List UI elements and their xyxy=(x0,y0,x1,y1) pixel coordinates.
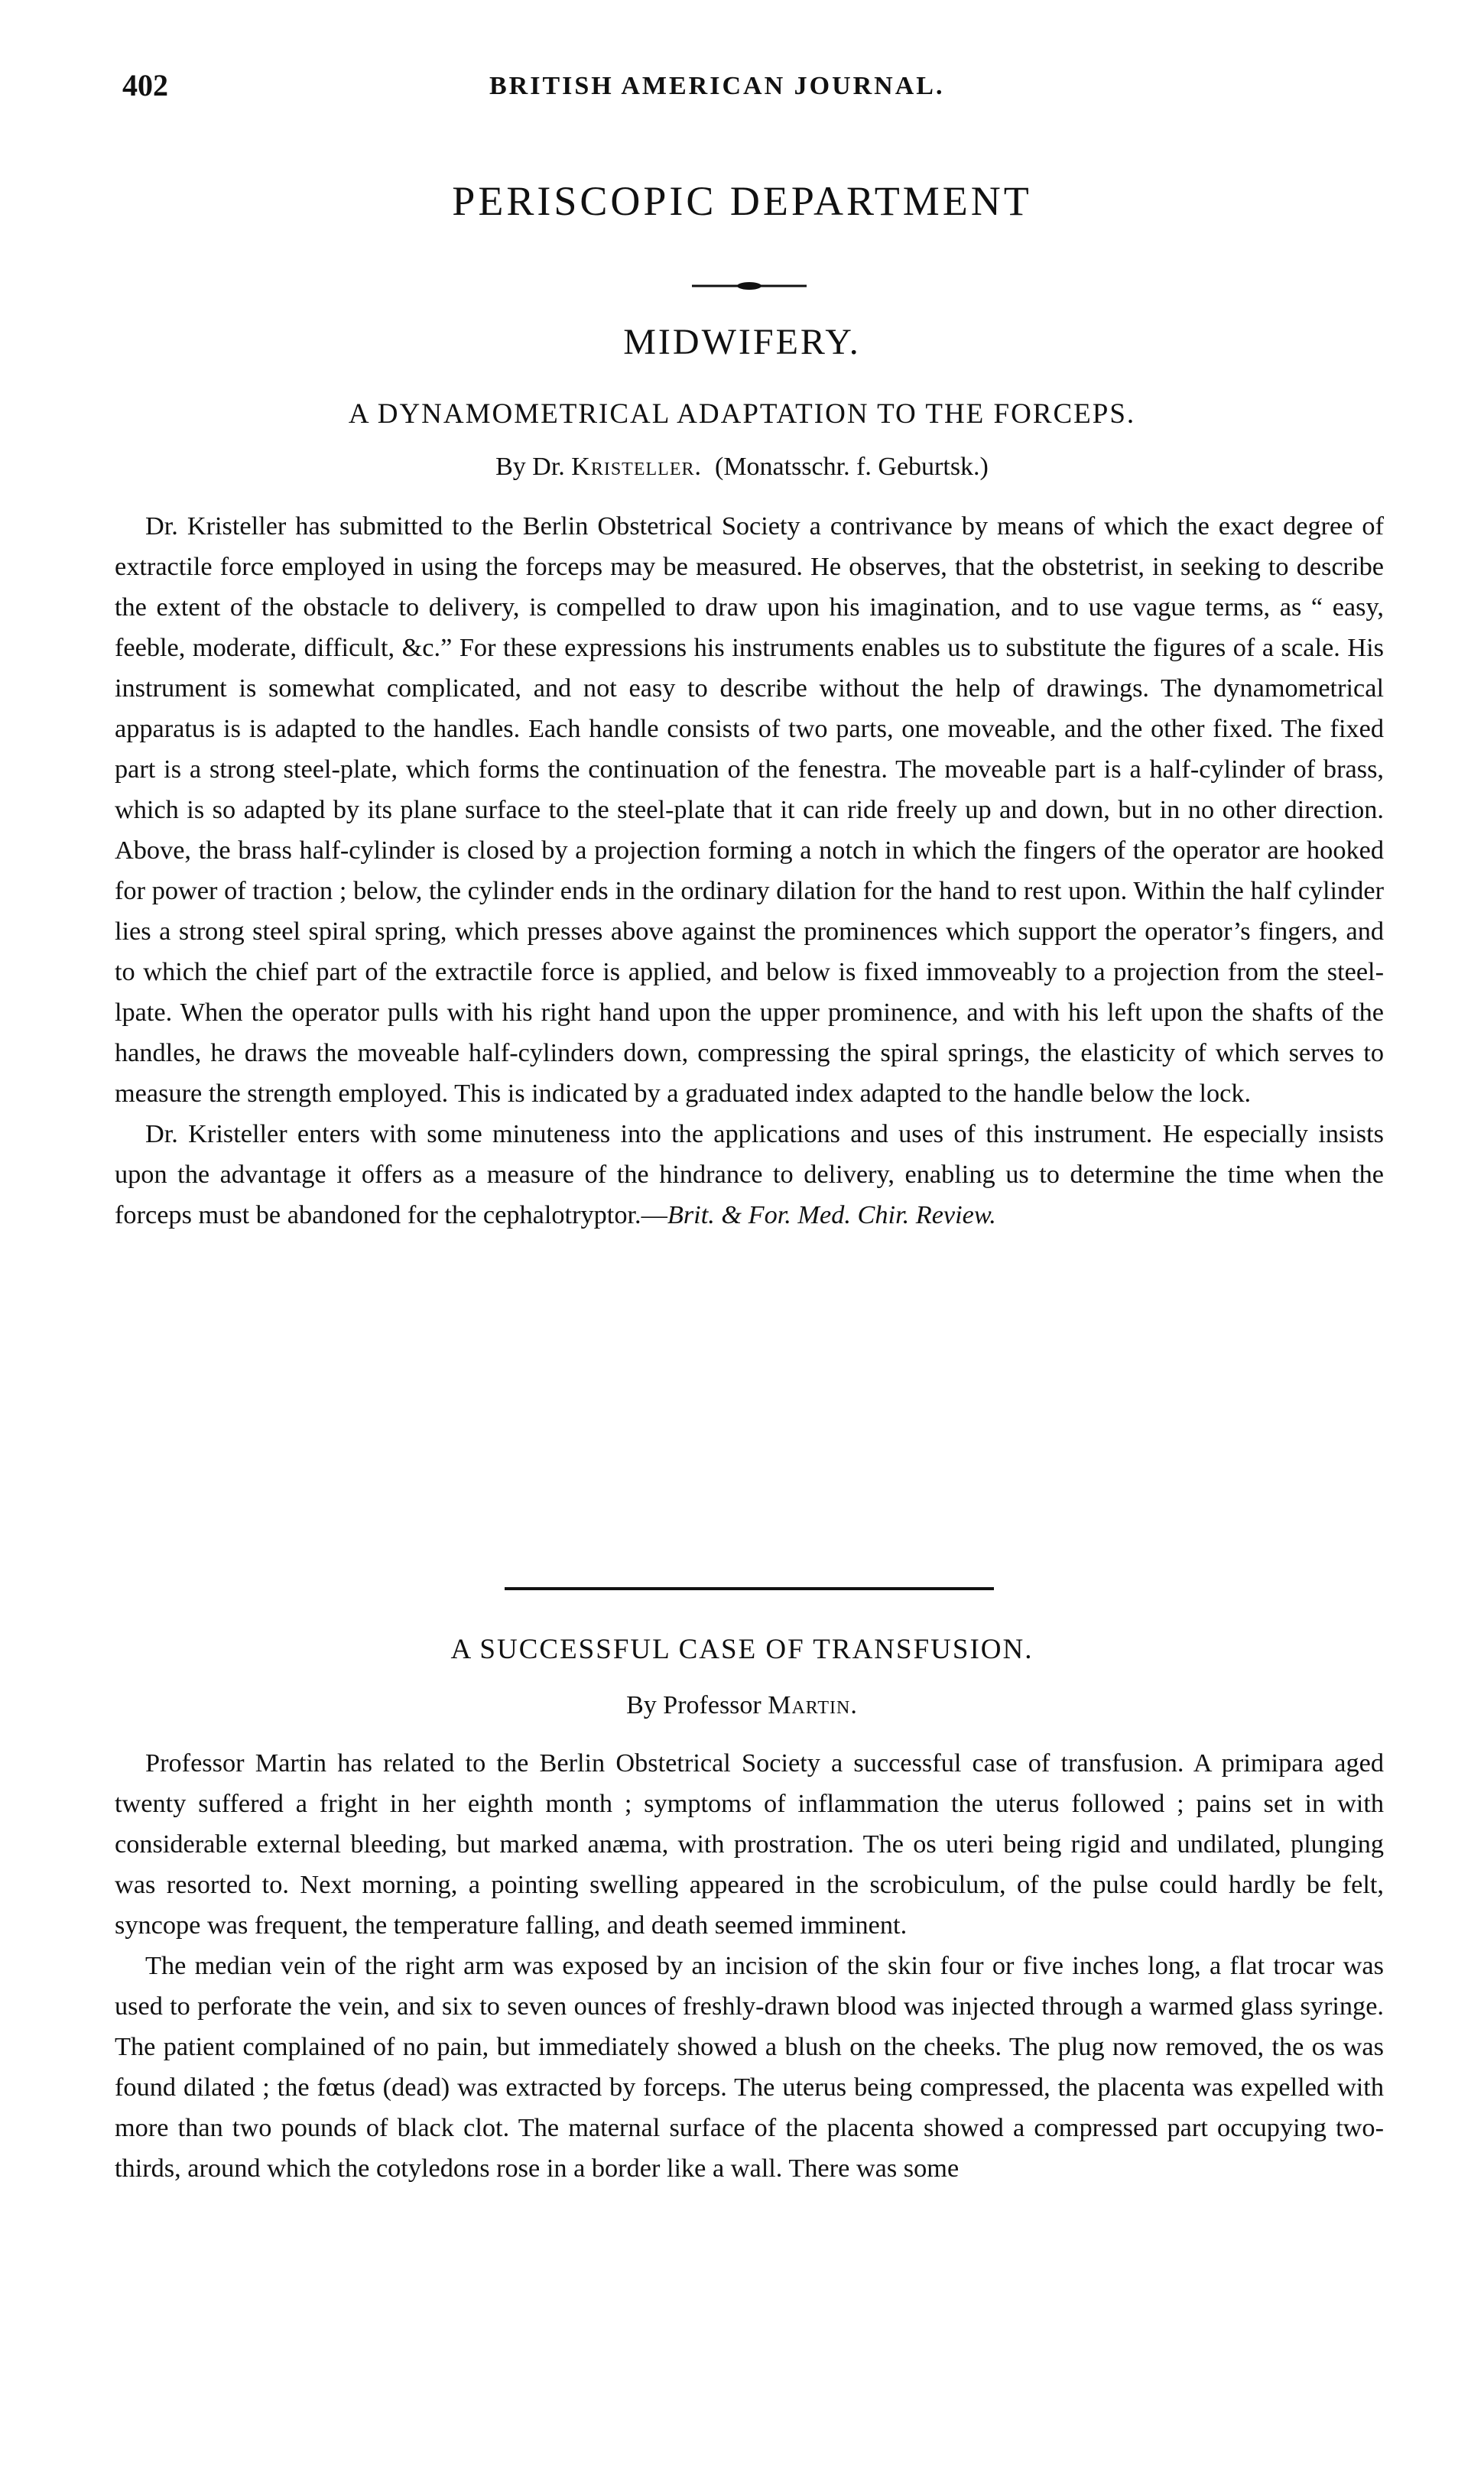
journal-title: BRITISH AMERICAN JOURNAL. xyxy=(489,72,945,100)
byline-author: Martin. xyxy=(768,1691,858,1719)
article-byline xyxy=(0,453,1484,482)
citation: Brit. & For. Med. Chir. Review. xyxy=(667,1200,996,1229)
ornament-divider xyxy=(692,281,807,291)
paragraph: The median vein of the right arm was exposed by an incision of the skin four or five inches long, a flat trocar was used to perforate the vein, and six to seven ounces of freshly-drawn blood was injected through a warmed glass syringe. The patient complained of no pain, but immediately showed a blush on the cheeks. The plug now removed, the os was found dilated ; the fœtus (dead) was extracted by forceps. The uterus being compressed, the placenta was expelled with more than two pounds of black clot. The maternal surface of the placenta showed a compressed part occupying two-thirds, around which the cotyledons rose in a border like a wall. There was some xyxy=(115,1951,1384,2183)
paragraph xyxy=(115,1114,1384,1235)
section-title: MIDWIFERY. xyxy=(623,322,861,362)
article-body xyxy=(115,1743,1384,2189)
page-number: 402 xyxy=(122,68,168,102)
section-divider-rule xyxy=(505,1587,994,1590)
department-title: PERISCOPIC DEPARTMENT xyxy=(452,178,1032,224)
article-title: A SUCCESSFUL CASE OF TRANSFUSION. xyxy=(450,1634,1034,1665)
byline-source: (Monatsschr. f. Geburtsk.) xyxy=(702,453,989,481)
running-head xyxy=(115,67,1384,113)
paragraph-text: Dr. Kristeller enters with some minuteness into the applications and uses of this instrument. He especially insists upon the advantage it offers as a measure of the hindrance to delivery, enabling us to determine the time when the forceps must be abandoned for the cephalotryptor.— xyxy=(115,1119,1384,1229)
article-title: A DYNAMOMETRICAL ADAPTATION TO THE FORCEPS. xyxy=(348,398,1136,430)
article-body xyxy=(115,506,1384,1235)
byline-prefix: By Dr. xyxy=(495,453,572,481)
paragraph: Dr. Kristeller has submitted to the Berlin Obstetrical Society a contrivance by means of which the exact degree of extractile force employed in using the forceps may be measured. He observes, that the obstetrist, in seeking to describe the extent of the obstacle to delivery, is compelled to draw upon his imagination, and to use vague terms, as “ easy, feeble, moderate, difficult, &c.” For these expressions his instruments enables us to substitute the figures of a scale. His instrument is somewhat complicated, and not easy to describe without the help of drawings. The dynamometrical apparatus is is adapted to the handles. Each handle consists of two parts, one moveable, and the other fixed. The fixed part is a strong steel-plate, which forms the continuation of the fenestra. The moveable part is a half-cylinder of brass, which is so adapted by its plane surface to the steel-plate that it can ride freely up and down, but in no other direction. Above, the brass half-cylinder is closed by a projection forming a notch in which the fingers of the operator are hooked for power of traction ; below, the cylinder ends in the ordinary dilation for the hand to rest upon. Within the half cylinder lies a strong steel spiral spring, which presses above against the prominences which support the operator’s fingers, and to which the chief part of the extractile force is applied, and below is fixed immoveably to a projection from the steel-lpate. When the operator pulls with his right hand upon the upper prominence, and with his left upon the shafts of the handles, he draws the moveable half-cylinders down, compressing the spiral springs, the elasticity of which serves to measure the strength employed. This is indicated by a graduated index adapted to the handle below the lock. xyxy=(115,511,1384,1108)
byline-prefix: By Professor xyxy=(626,1691,768,1719)
paragraph: Professor Martin has related to the Berlin Obstetrical Society a successful case of transfusion. A primipara aged twenty suffered a fright in her eighth month ; symptoms of inflammation the uterus followed ; pains set in with considerable external bleeding, but marked anæma, with prostration. The os uteri being rigid and undilated, plunging was resorted to. Next morning, a pointing swelling appeared in the scrobiculum, of the pulse could hardly be felt, syncope was frequent, the temperature falling, and death seemed imminent. xyxy=(115,1748,1384,1940)
byline-author: Kristeller. xyxy=(571,453,702,481)
article-byline xyxy=(0,1691,1484,1720)
